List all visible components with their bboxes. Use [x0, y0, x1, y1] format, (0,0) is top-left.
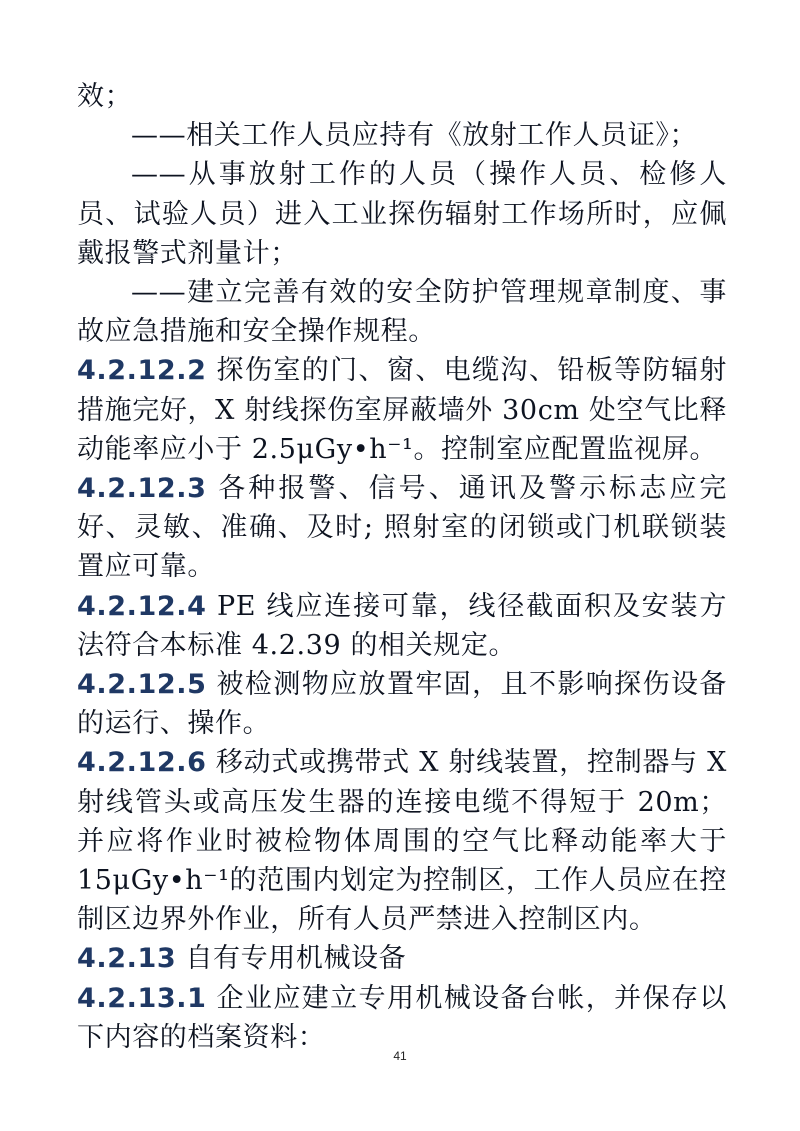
list-item-certificate	[77, 116, 727, 155]
clause-4-2-12-5	[77, 665, 727, 743]
clause-4-2-13-1	[77, 979, 727, 1057]
clause-number: 4.2.12.2	[77, 355, 207, 387]
clause-text: 被检测物应放置牢固，且不影响探伤设备的运行、操作。	[77, 669, 727, 740]
paragraph-continuation	[77, 77, 727, 116]
clause-text: 移动式或携带式 X 射线装置，控制器与 X 射线管头或高压发生器的连接电缆不得短于 20m；并应将作业时被检物体周围的空气比释动能率大于 15μGy•h⁻¹的范围内划定为控制区，工作人员应在控制区边界外作业，所有人员严禁进入控制区内。	[77, 747, 727, 936]
page-number: 41	[393, 1049, 407, 1063]
clause-text: 企业应建立专用机械设备台帐，并保存以下内容的档案资料：	[77, 982, 727, 1053]
paragraph-text: ——建立完善有效的安全防护管理规章制度、事故应急措施和安全操作规程。	[77, 277, 727, 348]
clause-text: 探伤室的门、窗、电缆沟、铅板等防辐射措施完好，X 射线探伤室屏蔽墙外 30cm 处空气比释动能率应小于 2.5μGy•h⁻¹。控制室应配置监视屏。	[77, 355, 727, 465]
list-item-regulations	[77, 273, 727, 351]
clause-text: PE 线应连接可靠，线径截面积及安装方法符合本标准 4.2.39 的相关规定。	[77, 590, 728, 661]
paragraph-text: ——相关工作人员应持有《放射工作人员证》；	[131, 120, 698, 152]
clause-number: 4.2.12.4	[77, 590, 207, 622]
body-text	[77, 77, 727, 1057]
paragraph-text: 效；	[77, 81, 133, 112]
clause-number: 4.2.12.3	[77, 473, 207, 505]
clause-number: 4.2.12.6	[77, 747, 207, 779]
clause-number: 4.2.12.5	[77, 669, 207, 701]
list-item-dosimeter	[77, 155, 727, 273]
clause-4-2-12-2	[77, 351, 727, 469]
clause-4-2-12-3	[77, 469, 727, 587]
section-number: 4.2.13	[77, 943, 177, 975]
clause-4-2-12-4	[77, 587, 727, 665]
clause-4-2-12-6	[77, 743, 727, 939]
paragraph-text: ——从事放射工作的人员（操作人员、检修人员、试验人员）进入工业探伤辐射工作场所时，应佩戴报警式剂量计；	[77, 159, 727, 269]
clause-number: 4.2.13.1	[77, 982, 207, 1014]
section-heading-4-2-13	[77, 939, 727, 978]
section-title: 自有专用机械设备	[185, 943, 407, 975]
clause-text: 各种报警、信号、通讯及警示标志应完好、灵敏、准确、及时; 照射室的闭锁或门机联锁装置应可靠。	[77, 473, 728, 583]
